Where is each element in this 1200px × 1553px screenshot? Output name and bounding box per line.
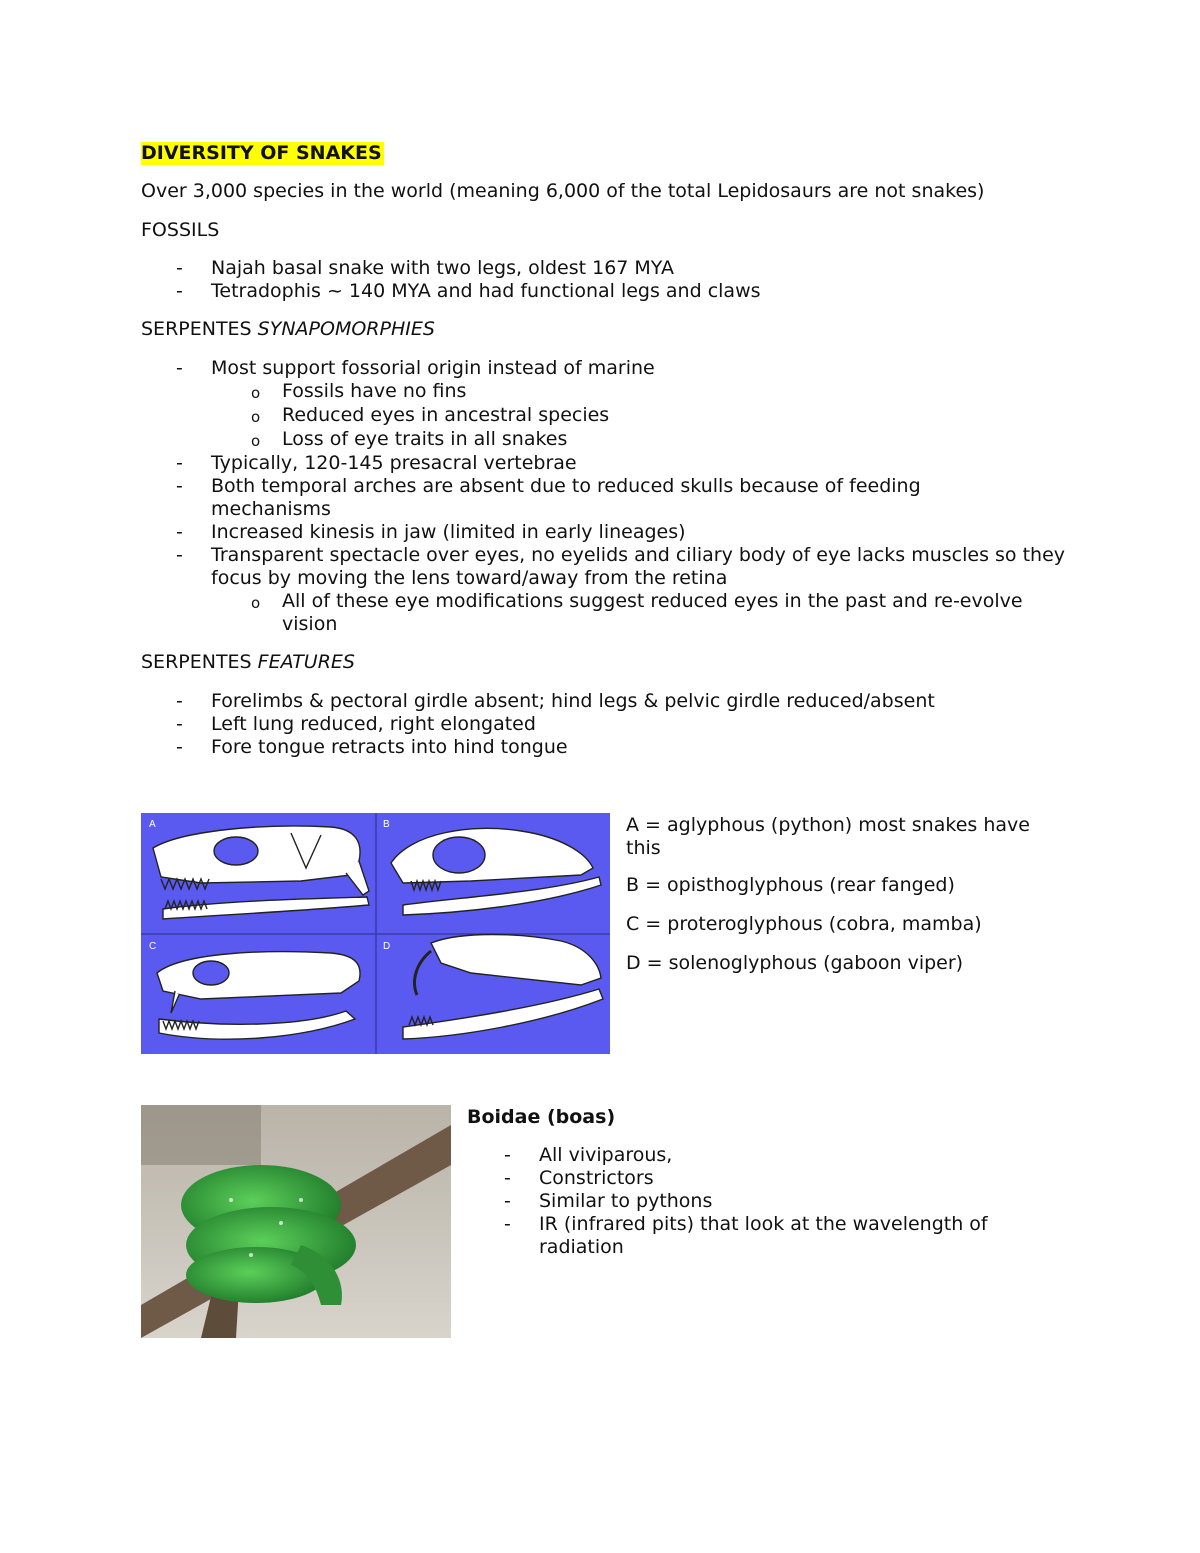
list-item [176,713,1111,736]
bullet-marker: - [504,1213,511,1235]
list-item [504,1167,1019,1190]
features-heading [141,651,355,674]
bullet-marker: - [176,357,183,379]
list-item [176,357,1091,380]
sub-list-item-text: Loss of eye traits in all snakes [282,428,568,450]
list-item [176,257,1111,280]
bullet-marker: - [176,521,183,543]
fang-type-d: D = solenoglyphous (gaboon viper) [626,952,964,974]
bullet-marker: - [176,475,183,497]
list-item-text: Fore tongue retracts into hind tongue [211,736,568,758]
bullet-marker: - [176,257,183,279]
list-item-text: All viviparous, [539,1144,673,1166]
bullet-marker: - [176,736,183,758]
list-item-text: Forelimbs & pectoral girdle absent; hind legs & pelvic girdle reduced/absent [211,690,935,712]
boidae-heading: Boidae (boas) [467,1106,616,1128]
list-item [176,452,1091,475]
page-title: DIVERSITY OF SNAKES [141,142,382,164]
synapomorphies-heading [141,318,435,341]
list-item [176,736,1111,759]
sub-list-item [251,380,1082,403]
list-item [176,475,991,521]
list-item [176,690,1111,713]
panel-label: C [149,941,157,952]
list-item-text: Najah basal snake with two legs, oldest 167 MYA [211,257,674,279]
list-item-text: Typically, 120-145 presacral vertebrae [211,452,577,474]
heading-italic: FEATURES [257,651,355,673]
list-item-text: Transparent spectacle over eyes, no eyelids and ciliary body of eye lacks muscles so they focus by moving the lens toward/away from the retina [211,544,1066,589]
list-item [504,1144,1019,1167]
bullet-marker: - [176,713,183,735]
bullet-marker: - [176,690,183,712]
list-item [176,544,1076,590]
list-item-text: IR (infrared pits) that look at the wavelength of radiation [539,1213,988,1258]
bullet-marker: - [504,1167,511,1189]
bullet-marker: - [504,1144,511,1166]
bullet-marker: - [504,1190,511,1212]
heading-plain: SERPENTES [141,651,258,673]
panel-label: B [383,819,390,830]
bullet-marker: - [176,544,183,566]
list-item-text: Tetradophis ~ 140 MYA and had functional legs and claws [211,280,761,302]
fossils-heading: FOSSILS [141,219,220,241]
list-item [176,280,1111,303]
sub-bullet-marker: o [251,432,261,450]
list-item-text: Constrictors [539,1167,654,1189]
sub-list-item-text: Reduced eyes in ancestral species [282,404,610,426]
list-item-text: Left lung reduced, right elongated [211,713,536,735]
panel-label: D [383,941,391,952]
sub-list-item [251,590,1072,636]
sub-list-item-text: All of these eye modifications suggest reduced eyes in the past and re-evolve vision [282,590,1023,635]
sub-list-item [251,428,1082,451]
bullet-marker: - [176,452,183,474]
sub-bullet-marker: o [251,384,261,402]
sub-bullet-marker: o [251,408,261,426]
list-item [504,1213,1019,1259]
snake-skull-fang-figure [141,813,610,1054]
list-item [504,1190,1019,1213]
list-item [176,521,1091,544]
sub-list-item [251,404,1082,427]
sub-list-item-text: Fossils have no fins [282,380,467,402]
sub-bullet-marker: o [251,594,261,612]
fang-type-b: B = opisthoglyphous (rear fanged) [626,874,955,896]
heading-plain: SERPENTES [141,318,258,340]
list-item-text: Most support fossorial origin instead of marine [211,357,655,379]
list-item-text: Both temporal arches are absent due to reduced skulls because of feeding mechanisms [211,475,921,520]
heading-italic: SYNAPOMORPHIES [257,318,435,340]
list-item-text: Increased kinesis in jaw (limited in early lineages) [211,521,686,543]
intro-text: Over 3,000 species in the world (meaning 6,000 of the total Lepidosaurs are not snakes) [141,180,985,202]
bullet-marker: - [176,280,183,302]
green-tree-python-photo [141,1105,451,1338]
list-item-text: Similar to pythons [539,1190,713,1212]
fang-type-c: C = proteroglyphous (cobra, mamba) [626,913,982,935]
fang-type-a: A = aglyphous (python) most snakes have this [626,814,1030,859]
panel-label: A [149,819,156,830]
